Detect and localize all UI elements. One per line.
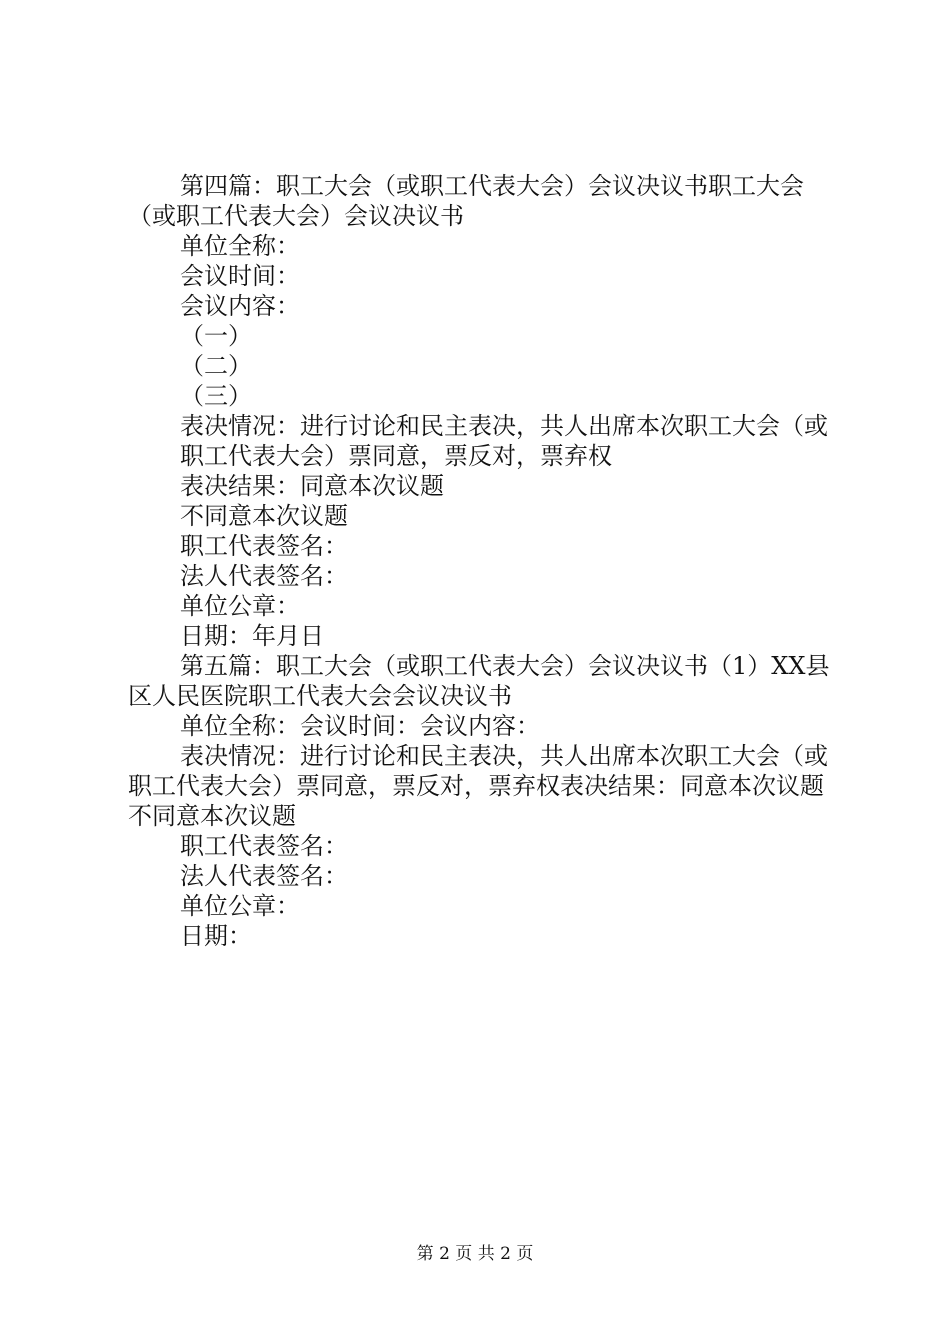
meeting-content-field: 会议内容： xyxy=(180,292,300,320)
staff-rep-signature-field: 职工代表签名： xyxy=(180,532,348,560)
section5-fields: 单位全称：会议时间：会议内容： xyxy=(180,712,540,740)
vote-status-text: 表决情况：进行讨论和民主表决，共人出席本次职工大会（或 xyxy=(180,412,828,440)
section5-heading: 第五篇：职工大会（或职工代表大会）会议决议书（1）XX县区人民医院职工代表大会会议决议书 xyxy=(128,652,830,710)
list-item-3: （三） xyxy=(180,382,252,410)
vote-result-text: 表决结果：同意本次议题 xyxy=(180,472,444,500)
section5-legal-rep-signature-field: 法人代表签名： xyxy=(180,862,348,890)
vote-result-alt-text: 不同意本次议题 xyxy=(180,502,348,530)
section5-date-field: 日期： xyxy=(180,922,252,950)
section5-vote-paragraph: 表决情况：进行讨论和民主表决，共人出席本次职工大会（或职工代表大会）票同意，票反对，票弃权表决结果：同意本次议题不同意本次议题 xyxy=(128,742,828,830)
meeting-time-field: 会议时间： xyxy=(180,262,300,290)
list-item-1: （一） xyxy=(180,322,252,350)
unit-name-field: 单位全称： xyxy=(180,232,300,260)
document-body xyxy=(128,171,834,951)
unit-seal-field: 单位公章： xyxy=(180,592,300,620)
list-item-2: （二） xyxy=(180,352,252,380)
section4-heading: 第四篇：职工大会（或职工代表大会）会议决议书职工大会（或职工代表大会）会议决议书 xyxy=(128,172,804,230)
date-field: 日期：年月日 xyxy=(180,622,324,650)
legal-rep-signature-field: 法人代表签名： xyxy=(180,562,348,590)
vote-status-continued: 职工代表大会）票同意，票反对，票弃权 xyxy=(180,442,612,470)
section5-staff-rep-signature-field: 职工代表签名： xyxy=(180,832,348,860)
page-footer: 第 2 页 共 2 页 xyxy=(416,1244,534,1264)
section5-unit-seal-field: 单位公章： xyxy=(180,892,300,920)
